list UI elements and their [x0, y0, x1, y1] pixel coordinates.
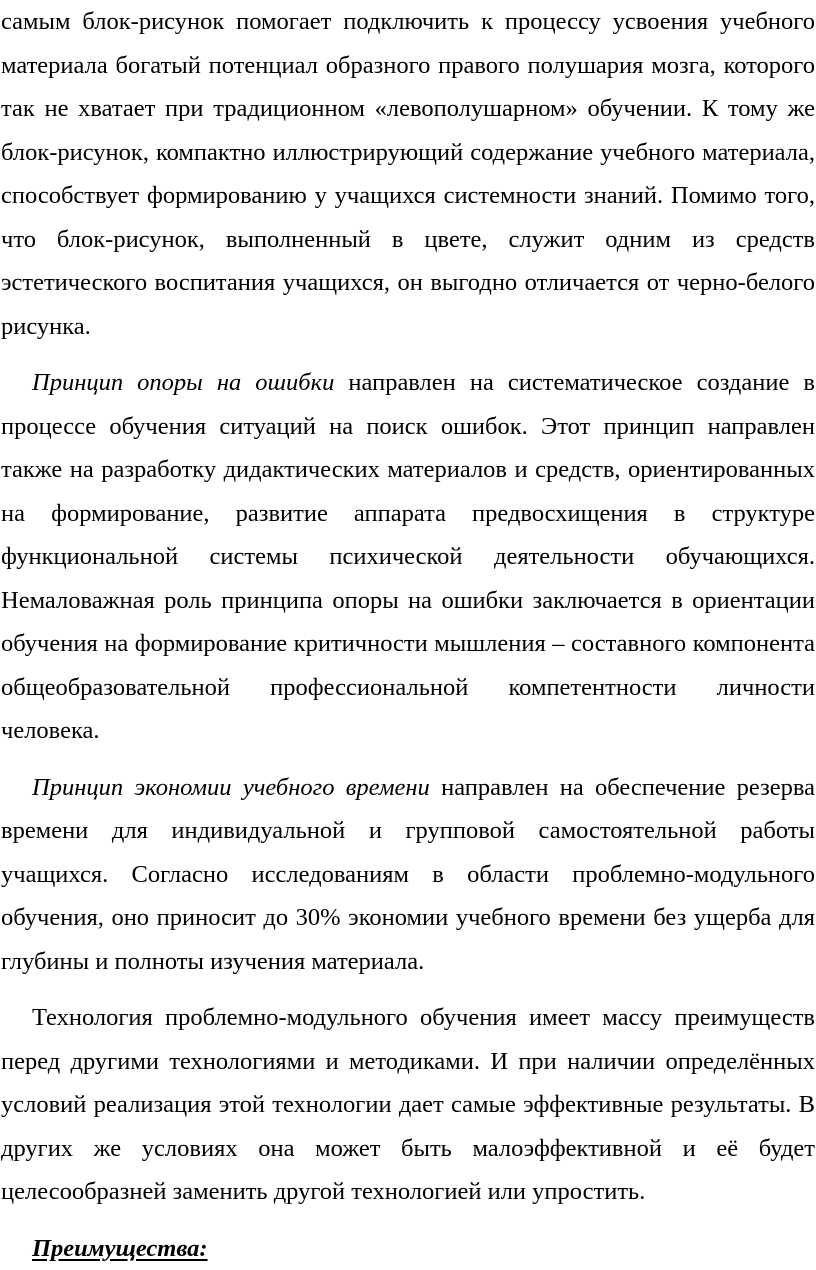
paragraph-gap [1, 1214, 815, 1227]
paragraph-text: самым блок-рисунок помогает подключить к процессу усвоения учебного материала богатый потенциал образного правого полушария мозга, которого так не хватает при традиционном «левополушарном» обучении. К тому же блок-рисунок, компактно иллюстрирующий содержание учебного материала, способствует формированию у учащихся системности знаний. Помимо того, что блок-рисунок, выполненный в цвете, служит одним из средств эстетического воспитания учащихся, он выгодно отличается от черно-белого рисунка. [1, 8, 815, 340]
paragraph-gap [1, 983, 815, 996]
paragraph-text: направлен на систематическое создание в процессе обучения ситуаций на поиск ошибок. Этот принцип направлен также на разработку дидактических материалов и средств, ориентированных на формирование, развитие аппарата предвосхищения в структуре функциональной системы психической деятельности обучающихся. Немаловажная роль принципа опоры на ошибки заключается в ориентации обучения на формирование критичности мышления – составного компонента общеобразовательной профессиональной компетентности личности человека. [1, 369, 815, 744]
paragraph-text: Технология проблемно-модульного обучения имеет массу преимуществ перед другими технологиями и методиками. И при наличии определённых условий реализация этой технологии дает самые эффективные результаты. В других же условиях она может быть малоэффективной и её будет целесообразней заменить другой технологией или упростить. [1, 1004, 815, 1205]
paragraph-text: направлен на обеспечение резерва времени для индивидуальной и групповой самостоятельной работы учащихся. Согласно исследованиям в области проблемно-модульного обучения, оно приносит до 30% экономии учебного времени без ущерба для глубины и полноты изучения материала. [1, 774, 815, 975]
paragraph-lead-italic: Принцип опоры на ошибки [32, 369, 334, 396]
paragraph-block-drawing [1, 0, 815, 348]
paragraph-technology [1, 996, 815, 1214]
paragraph-time-economy-principle [1, 766, 815, 984]
paragraph-gap [1, 753, 815, 766]
paragraph-gap [1, 348, 815, 361]
paragraph-lead-italic: Принцип экономии учебного времени [32, 774, 430, 801]
paragraph-error-principle [1, 361, 815, 753]
section-heading-advantages: Преимущества: [1, 1227, 815, 1270]
